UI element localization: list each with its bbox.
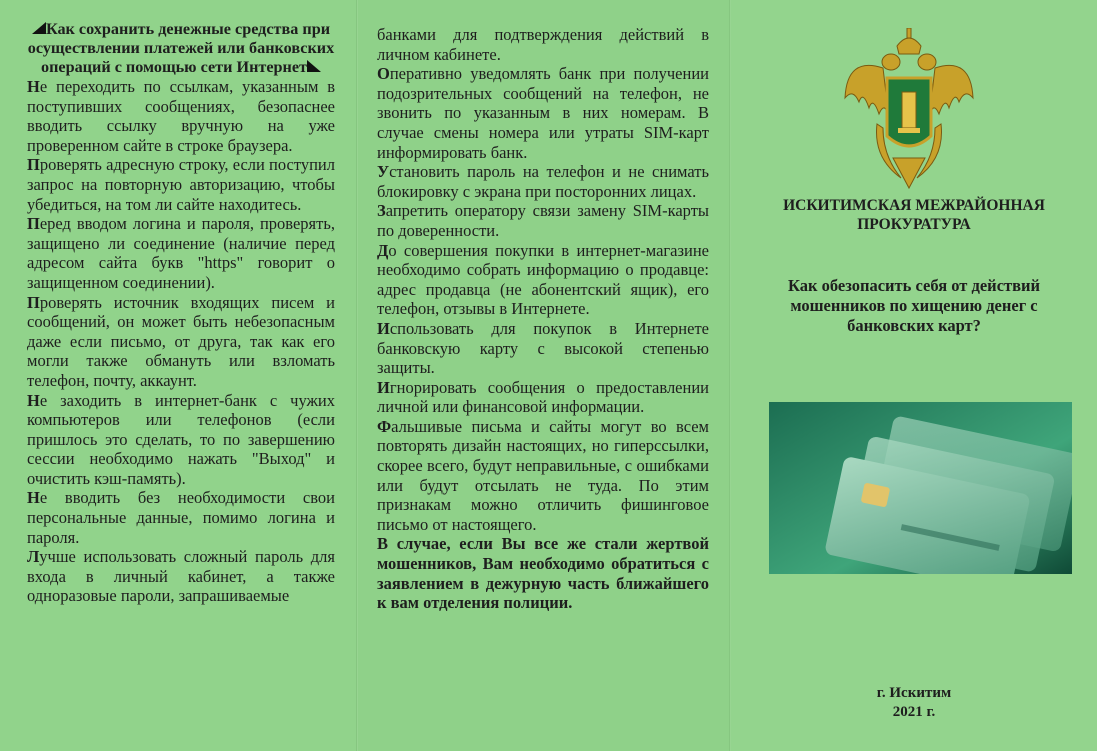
initial-letter: И (377, 318, 390, 338)
paragraph (27, 488, 335, 547)
initial-letter: П (27, 214, 40, 234)
paragraph (27, 214, 335, 292)
prosecutor-emblem-icon (843, 28, 975, 192)
paragraph-text: роверять адресную строку, если поступил запрос на повторную авторизацию, чтобы убедиться, на том ли сайте находитесь. (27, 155, 335, 214)
leaflet-question: Как обезопасить себя от действий мошенников по хищению денег с банковских карт? (787, 276, 1041, 335)
left-panel (0, 0, 358, 751)
paragraph (377, 25, 709, 64)
paragraph-text: еред вводом логина и пароля, проверять, защищено ли соединение (наличие перед адресом сайта букв "https" говорит о защищенном соединении). (27, 214, 335, 292)
triangle-left-icon (32, 22, 46, 34)
initial-letter: О (377, 64, 390, 84)
paragraph-text: учше использовать сложный пароль для входа в личный кабинет, а также одноразовые пароли, запрашиваемые (27, 547, 335, 606)
right-panel (731, 0, 1097, 751)
middle-panel (358, 0, 731, 751)
paragraph-text: апретить оператору связи замену SIM-карты по доверенности. (377, 201, 709, 240)
organization-line-2: ПРОКУРАТУРА (857, 216, 971, 233)
paragraph (377, 417, 709, 535)
initial-letter: Л (27, 547, 40, 567)
paragraph-text: становить пароль на телефон и не снимать блокировку с экрана при посторонних лицах. (377, 162, 709, 201)
paragraph-text: альшивые письма и сайты могут во всем повторять дизайн настоящих, но гиперссылки, скорее всего, будут неправильные, с ошибками или будут отсылать не туда. По этим признакам можно отличить фишинговое письмо от настоящего. (377, 416, 709, 534)
bank-cards-image (769, 402, 1072, 574)
initial-letter: Д (377, 240, 389, 260)
paragraph (27, 547, 335, 606)
initial-letter: Ф (377, 416, 392, 436)
left-heading-text: Как сохранить денежные средства при осуществлении платежей или банковских операций с помощью сети Интернет (27, 20, 335, 76)
paragraph (27, 391, 335, 489)
paragraph (27, 77, 335, 155)
initial-letter: Н (27, 390, 40, 410)
city-and-year (731, 684, 1097, 722)
initial-letter: У (377, 162, 390, 182)
paragraph-text: о совершения покупки в интернет-магазине необходимо собрать информацию о продавце: адрес продавца (не абонентский ящик), его телефон, отзывы в Интернете. (377, 240, 709, 319)
paragraph-text: е вводить без необходимости свои персональные данные, помимо логина и пароля. (27, 488, 335, 547)
paragraph (377, 319, 709, 378)
paragraph-text: перативно уведомлять банк при получении подозрительных сообщений на телефон, не звонить по указанным в них номерам. В случае смены номера или утраты SIM-карт информировать банк. (377, 64, 709, 162)
paragraph-text: гнорировать сообщения о предоставлении личной или финансовой информации. (377, 377, 709, 417)
initial-letter: Н (27, 77, 40, 96)
initial-letter: П (27, 155, 40, 175)
year: 2021 г. (892, 704, 936, 720)
paragraph (377, 64, 709, 162)
paragraph (27, 293, 335, 391)
paragraph-text: банками для подтверждения действий в личном кабинете. (377, 25, 709, 64)
organization-name (731, 196, 1097, 234)
left-paragraph-list (27, 77, 335, 606)
organization-line-1: ИСКИТИМСКАЯ МЕЖРАЙОННАЯ (783, 197, 1045, 214)
initial-letter: П (27, 292, 40, 312)
paragraph-text: роверять источник входящих писем и сообщений, он может быть небезопасным даже если письмо, от друга, так как его могли также обмануть или взломать телефон, почту, аккаунт. (27, 292, 335, 390)
triangle-right-icon (307, 60, 321, 72)
left-heading (27, 20, 335, 77)
paragraph (377, 201, 709, 240)
paragraph-text: е заходить в интернет-банк с чужих компьютеров или телефонов (если пришлось это сделать, то по завершению сессии необходимо нажать "Выход" и очистить кэш-память). (27, 390, 335, 488)
city: г. Искитим (876, 685, 952, 701)
paragraph (27, 155, 335, 214)
paragraph (377, 378, 709, 417)
paragraph-text: спользовать для покупок в Интернете банковскую карту с высокой степенью защиты. (377, 318, 709, 378)
paragraph-text: е переходить по ссылкам, указанным в поступивших сообщениях, безопаснее вводить ссылку вручную на уже проверенном сайте в строке браузера. (27, 77, 335, 155)
middle-paragraph-list (377, 25, 709, 534)
initial-letter: И (377, 377, 390, 397)
initial-letter: З (377, 201, 386, 221)
police-warning: В случае, если Вы все же стали жертвой мошенников, Вам необходимо обратиться с заявлением в дежурную часть ближайшего к вам отделения полиции. (377, 534, 709, 613)
paragraph (377, 162, 709, 201)
paragraph (377, 241, 709, 319)
initial-letter: Н (27, 488, 40, 508)
